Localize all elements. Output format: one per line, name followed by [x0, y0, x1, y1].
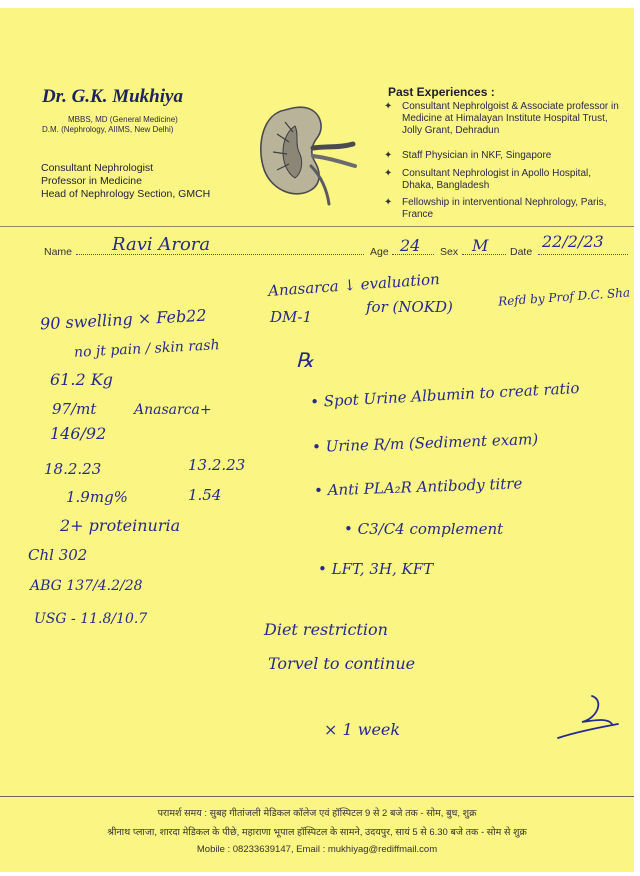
medication-note: Torvel to continue [268, 654, 416, 673]
diagnosis-line: Anasarca ↓ evaluation [267, 270, 441, 300]
investigation-item: • Anti PLA₂R Antibody titre [313, 474, 523, 500]
qualification-line-2: D.M. (Nephrology, AIIMS, New Delhi) [42, 125, 174, 134]
role-line-3: Head of Nephrology Section, GMCH [41, 188, 211, 200]
bullet-icon: ✦ [384, 168, 393, 179]
usg-value: USG - 11.8/10.7 [34, 611, 148, 627]
abg-value: ABG 137/4.2/28 [30, 578, 143, 594]
bullet-icon: ✦ [384, 150, 393, 161]
creatinine-value-1: 1.9mg% [66, 488, 128, 506]
footer-divider [0, 796, 634, 797]
date-label: Date [510, 246, 533, 258]
diet-note: Diet restriction [264, 620, 388, 639]
doctor-name: Dr. G.K. Mukhiya [42, 86, 183, 107]
creatinine-value-2: 1.54 [188, 486, 222, 504]
weight-value: 61.2 Kg [50, 370, 113, 389]
lab-date-1: 18.2.23 [44, 460, 102, 478]
past-experiences-title: Past Experiences : [388, 85, 495, 99]
cholesterol-value: Chl 302 [28, 546, 88, 564]
investigation-item: • LFT, 3H, KFT [318, 560, 434, 578]
history-line: 90 swelling × Feb22 [39, 305, 207, 334]
investigation-item: • Urine R/m (Sediment exam) [311, 430, 539, 456]
experience-item: ✦ Consultant Nephrolgoist & Associate professor in Medicine at Himalayan Institute Hospital Trust, Jolly Grant, Dehradun [384, 101, 619, 136]
bullet-icon: ✦ [384, 101, 393, 112]
experience-item: ✦ Staff Physician in NKF, Singapore [384, 150, 552, 161]
header-divider [0, 226, 634, 227]
lab-date-2: 13.2.23 [188, 456, 246, 474]
investigation-item: • C3/C4 complement [344, 520, 504, 538]
role-line-1: Consultant Nephrologist [41, 162, 154, 174]
patient-name-value: Ravi Arora [112, 234, 211, 255]
referral-note: Refd by Prof D.C. Sha [497, 285, 631, 309]
follow-up-note: × 1 week [324, 720, 401, 739]
consultation-timing-line: परामर्श समय : सुबह गीतांजली मेडिकल कॉलेज एवं हॉस्पिटल 9 से 2 बजे तक - सोम, बुध, शुक्र [157, 808, 477, 819]
age-label: Age [370, 246, 389, 258]
bullet-icon: ✦ [384, 197, 393, 208]
clinic-address-line: श्रीनाथ प्लाजा, शारदा मेडिकल के पीछे, महाराणा भूपाल हॉस्पिटल के सामने, उदयपुर, सायं 5 से 6.30 बजे तक - सोम से शुक्र [107, 827, 527, 838]
bp-value: 146/92 [50, 424, 107, 443]
doctor-signature [552, 688, 622, 744]
name-label: Name [44, 246, 73, 258]
sex-label: Sex [440, 246, 459, 258]
experience-item: ✦ Fellowship in interventional Nephrology, Paris, France [384, 197, 607, 220]
investigation-item: • Spot Urine Albumin to creat ratio [309, 378, 580, 412]
prescription-sheet [0, 8, 634, 872]
proteinuria-note: 2+ proteinuria [60, 516, 181, 535]
anasarca-note: Anasarca+ [134, 402, 212, 418]
age-value: 24 [400, 236, 421, 255]
qualification-line-1: MBBS, MD (General Medicine) [68, 115, 178, 124]
contact-line: Mobile : 08233639147, Email : mukhiyag@rediffmail.com [196, 844, 438, 855]
rx-icon: ℞ [296, 348, 314, 372]
kidney-illustration [255, 96, 365, 206]
diagnosis-line: for (NOKD) [366, 298, 453, 316]
history-line: no jt pain / skin rash [73, 337, 220, 361]
date-dotted-line [538, 254, 628, 255]
sex-value: M [472, 236, 489, 255]
experience-item: ✦ Consultant Nephrologist in Apollo Hospital, Dhaka, Bangladesh [384, 168, 591, 191]
date-value: 22/2/23 [542, 232, 604, 251]
role-line-2: Professor in Medicine [41, 175, 142, 187]
pulse-value: 97/mt [52, 400, 97, 418]
diagnosis-line: DM-1 [270, 308, 312, 326]
